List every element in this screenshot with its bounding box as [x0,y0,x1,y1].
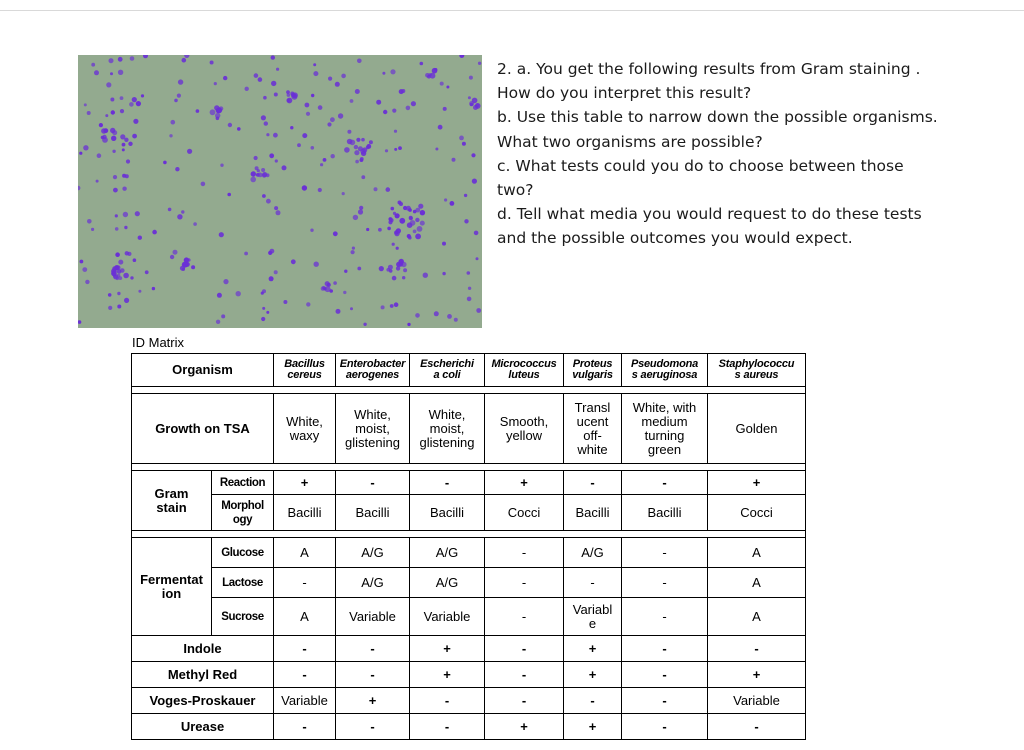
lactose-cell: A/G [336,568,410,598]
reaction-cell: - [564,471,622,495]
tsa-cell: Smooth, yellow [485,394,564,464]
morphology-label: Morphol ogy [212,495,274,531]
gram-stain-label: Gram stain [132,471,212,531]
morphology-cell: Bacilli [410,495,485,531]
matrix-title: ID Matrix [132,335,184,350]
reaction-cell: + [708,471,806,495]
mr-cell: + [410,662,485,688]
morphology-cell: Bacilli [274,495,336,531]
glucose-cell: - [485,538,564,568]
tsa-cell: White, moist, glistening [410,394,485,464]
methyl-red-row [132,662,806,688]
sucrose-label: Sucrose [212,598,274,636]
lactose-cell: A [708,568,806,598]
mr-cell: - [485,662,564,688]
id-matrix-table [131,353,806,740]
urease-cell: - [708,714,806,740]
urease-row [132,714,806,740]
organism-row [132,354,806,387]
sucrose-cell: A [708,598,806,636]
urease-cell: + [485,714,564,740]
tsa-row [132,394,806,464]
sucrose-cell: Variabl e [564,598,622,636]
reaction-cell: - [622,471,708,495]
morphology-cell: Cocci [708,495,806,531]
mr-cell: + [564,662,622,688]
fermentation-label: Fermentat ion [132,538,212,636]
tsa-cell: White, with medium turning green [622,394,708,464]
sucrose-cell: Variable [336,598,410,636]
mr-cell: + [708,662,806,688]
glucose-cell: A/G [410,538,485,568]
org-enterobacter: Enterobacter aerogenes [336,354,410,387]
reaction-label: Reaction [212,471,274,495]
reaction-cell: + [485,471,564,495]
vp-cell: - [410,688,485,714]
mr-cell: - [336,662,410,688]
urease-cell: - [410,714,485,740]
glucose-cell: A [708,538,806,568]
lactose-cell: A/G [410,568,485,598]
indole-cell: - [485,636,564,662]
lactose-row [132,568,806,598]
indole-cell: - [336,636,410,662]
glucose-cell: - [622,538,708,568]
question-line: d. Tell what media you would request to do these tests [497,205,922,224]
mr-cell: - [274,662,336,688]
sucrose-cell: A [274,598,336,636]
vp-cell: Variable [708,688,806,714]
question-line: b. Use this table to narrow down the possible organisms. [497,108,938,127]
question-text [497,57,967,251]
voges-proskauer-row [132,688,806,714]
org-pseudomonas: Pseudomona s aeruginosa [622,354,708,387]
sucrose-cell: Variable [410,598,485,636]
reaction-cell: + [274,471,336,495]
reaction-cell: - [410,471,485,495]
gram-morphology-row [132,495,806,531]
sucrose-cell: - [485,598,564,636]
glucose-cell: A [274,538,336,568]
question-line: What two organisms are possible? [497,132,763,151]
indole-cell: - [622,636,708,662]
glucose-row [132,538,806,568]
urease-cell: - [622,714,708,740]
indole-cell: + [410,636,485,662]
glucose-cell: A/G [564,538,622,568]
lactose-label: Lactose [212,568,274,598]
vp-cell: Variable [274,688,336,714]
mr-cell: - [622,662,708,688]
methyl-red-label: Methyl Red [132,662,274,688]
lactose-cell: - [274,568,336,598]
glucose-label: Glucose [212,538,274,568]
question-line: and the possible outcomes you would expect. [497,229,853,248]
tsa-cell: Transl ucent off- white [564,394,622,464]
indole-label: Indole [132,636,274,662]
vp-cell: - [485,688,564,714]
urease-cell: - [336,714,410,740]
question-line: c. What tests could you do to choose between those [497,156,904,175]
vp-label: Voges-Proskauer [132,688,274,714]
indole-cell: - [274,636,336,662]
org-staphylococcus: Staphylococcu s aureus [708,354,806,387]
urease-label: Urease [132,714,274,740]
org-proteus: Proteus vulgaris [564,354,622,387]
vp-cell: - [564,688,622,714]
morphology-cell: Cocci [485,495,564,531]
question-line: 2. a. You get the following results from Gram staining . [497,60,921,78]
sucrose-row [132,598,806,636]
question-line: How do you interpret this result? [497,84,752,103]
urease-cell: - [274,714,336,740]
lactose-cell: - [564,568,622,598]
urease-cell: + [564,714,622,740]
glucose-cell: A/G [336,538,410,568]
morphology-cell: Bacilli [622,495,708,531]
org-bacillus: Bacillus cereus [274,354,336,387]
org-escherichia: Escherichi a coli [410,354,485,387]
gram-stain-micrograph [78,55,482,328]
gram-reaction-row [132,471,806,495]
lactose-cell: - [485,568,564,598]
morphology-cell: Bacilli [336,495,410,531]
indole-cell: + [564,636,622,662]
reaction-cell: - [336,471,410,495]
lactose-cell: - [622,568,708,598]
org-micrococcus: Micrococcus luteus [485,354,564,387]
vp-cell: - [622,688,708,714]
organism-label: Organism [132,354,274,387]
tsa-cell: Golden [708,394,806,464]
indole-cell: - [708,636,806,662]
top-divider [0,10,1024,11]
tsa-label: Growth on TSA [132,394,274,464]
vp-cell: + [336,688,410,714]
indole-row [132,636,806,662]
tsa-cell: White, moist, glistening [336,394,410,464]
question-line: two? [497,181,534,200]
tsa-cell: White, waxy [274,394,336,464]
sucrose-cell: - [622,598,708,636]
morphology-cell: Bacilli [564,495,622,531]
